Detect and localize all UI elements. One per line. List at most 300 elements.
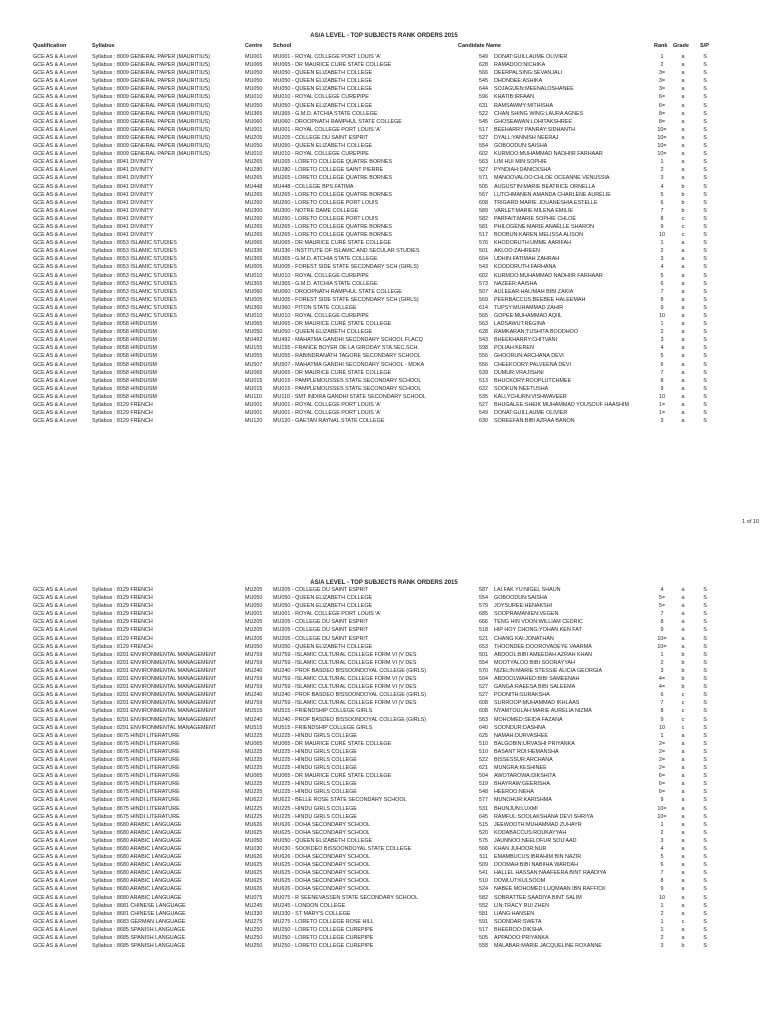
- table-row: [0, 902, 768, 910]
- table-row: [0, 724, 768, 732]
- grade-cell: a: [681, 418, 685, 425]
- name-cell: NAZEER:AAISHA: [494, 280, 538, 287]
- name-cell: GHOORUN:ARCHANA DEVI: [494, 353, 564, 360]
- name-cell: BOOBUN:KAREN MELISSA ALISON: [494, 232, 583, 239]
- rank-cell: 1=: [658, 402, 666, 409]
- school-cell: MU050 - QUEEN ELIZABETH COLLEGE: [273, 595, 373, 602]
- syllabus-cell: Syllabus : 8675 HINDI LITERATURE: [92, 781, 180, 788]
- school-cell: MU365 - G.M.D. ATCHIA STATE COLLEGE: [273, 110, 378, 117]
- qualification-cell: GCE AS & A Level: [33, 167, 78, 174]
- candidate-cell: 621: [479, 765, 488, 772]
- qualification-cell: GCE AS & A Level: [33, 110, 78, 117]
- table-row: [0, 885, 768, 893]
- grade-cell: a: [681, 248, 685, 255]
- table-row: [0, 158, 768, 166]
- syllabus-cell: Syllabus : 8041 DIVINITY: [92, 223, 154, 230]
- qualification-cell: GCE AS & A Level: [33, 288, 78, 295]
- table-row: [0, 393, 768, 401]
- qualification-cell: GCE AS & A Level: [33, 886, 78, 893]
- syllabus-cell: Syllabus : 8675 HINDI LITERATURE: [92, 813, 180, 820]
- table-row: [0, 675, 768, 683]
- table-row: [0, 829, 768, 837]
- rank-cell: 10=: [657, 126, 667, 133]
- name-cell: MANOOVALOO:CHLOÉ OCEANNE VENUSSIA: [494, 175, 610, 182]
- centre-cell: MU225: [245, 756, 263, 763]
- syllabus-cell: Syllabus : 8041 DIVINITY: [92, 215, 154, 222]
- sp-cell: S: [703, 748, 707, 755]
- sp-cell: S: [703, 667, 707, 674]
- sp-cell: S: [703, 643, 707, 650]
- rank-cell: 4: [660, 183, 664, 190]
- name-cell: MUNOHUR:KARISHMA: [494, 797, 552, 804]
- table-header: [0, 42, 768, 51]
- rank-cell: 8=: [658, 118, 666, 125]
- school-cell: MU265 - LORETO COLLEGE QUATRE BORNES: [273, 191, 393, 198]
- syllabus-cell: Syllabus : 8041 DIVINITY: [92, 199, 154, 206]
- qualification-cell: GCE AS & A Level: [33, 595, 78, 602]
- rank-cell: 1: [660, 651, 664, 658]
- school-cell: MU240 - PROF BASDEO BISSOONDOYAL COLLEGE (GIRLS): [273, 716, 427, 723]
- sp-cell: S: [703, 207, 707, 214]
- rank-cell: 2: [660, 659, 664, 666]
- syllabus-cell: Syllabus : 8009 GENERAL PAPER (MAURITIUS): [92, 86, 211, 93]
- candidate-cell: 644: [479, 86, 488, 93]
- grade-cell: a: [681, 280, 685, 287]
- candidate-cell: 579: [479, 603, 488, 610]
- grade-cell: c: [681, 223, 685, 230]
- centre-cell: MU225: [245, 789, 263, 796]
- grade-cell: a: [681, 110, 685, 117]
- syllabus-cell: Syllabus : 8129 FRENCH: [92, 587, 153, 593]
- table-row: [0, 845, 768, 853]
- school-cell: MU010 - ROYAL COLLEGE CUREPIPE: [273, 94, 369, 101]
- rank-cell: 9: [660, 716, 664, 723]
- grade-cell: a: [681, 393, 685, 400]
- grade-cell: a: [681, 62, 685, 69]
- table-row: [0, 280, 768, 288]
- grade-cell: a: [681, 385, 685, 392]
- syllabus-cell: Syllabus : 8675 HINDI LITERATURE: [92, 740, 180, 747]
- centre-cell: MU759: [245, 684, 263, 691]
- syllabus-cell: Syllabus : 8053 ISLAMIC STUDIES: [92, 264, 177, 271]
- sp-cell: S: [703, 248, 707, 255]
- grade-cell: a: [681, 756, 685, 763]
- grade-cell: a: [681, 377, 685, 384]
- qualification-cell: GCE AS & A Level: [33, 902, 78, 909]
- candidate-cell: 581: [479, 223, 488, 230]
- header-centre: Centre: [245, 43, 263, 49]
- school-cell: MU265 - LORETO COLLEGE QUATRE BORNES: [273, 223, 393, 230]
- rank-cell: 5=: [658, 595, 666, 602]
- candidate-cell: 614: [479, 304, 488, 311]
- name-cell: TUPSY:MUHAMMAD ZAHIR: [494, 304, 564, 311]
- grade-cell: a: [681, 272, 685, 279]
- name-cell: ABDOOLWAHED:BIBI SAMEENAH: [494, 676, 580, 683]
- rank-cell: 10=: [657, 643, 667, 650]
- qualification-cell: GCE AS & A Level: [33, 369, 78, 376]
- rank-cell: 2: [660, 248, 664, 255]
- name-cell: DUMUR:VRAJISHNI: [494, 369, 544, 376]
- qualification-cell: GCE AS & A Level: [33, 361, 78, 368]
- rank-cell: 2: [660, 829, 664, 836]
- grade-cell: a: [681, 910, 685, 917]
- candidate-cell: 602: [479, 272, 488, 279]
- rank-cell: 6=: [658, 102, 666, 109]
- syllabus-cell: Syllabus : 8680 ARABIC LANGUAGE: [92, 837, 182, 844]
- candidate-cell: 563: [479, 716, 488, 723]
- qualification-cell: GCE AS & A Level: [33, 619, 78, 626]
- centre-cell: MU240: [245, 692, 263, 699]
- name-cell: BHUNJUN:LUXMI: [494, 805, 538, 812]
- centre-cell: MU065: [245, 321, 263, 328]
- name-cell: BHUGALEE:SHEIK MUHAMMAD YOUSOUF HAASHIM: [494, 402, 629, 409]
- sp-cell: S: [703, 402, 707, 409]
- centre-cell: MU626: [245, 821, 263, 828]
- header-syllabus: Syllabus: [92, 43, 115, 49]
- centre-cell: MU625: [245, 862, 263, 869]
- candidate-cell: 608: [479, 708, 488, 715]
- rank-cell: 2: [660, 329, 664, 336]
- grade-cell: a: [681, 635, 685, 642]
- grade-cell: a: [681, 167, 685, 174]
- qualification-cell: GCE AS & A Level: [33, 821, 78, 828]
- rank-cell: 3: [660, 175, 664, 182]
- rank-cell: 1: [660, 732, 664, 739]
- name-cell: RAMADOO:NICHIKA: [494, 62, 546, 69]
- candidate-cell: 543: [479, 337, 488, 344]
- centre-cell: MU001: [245, 611, 263, 618]
- sp-cell: S: [703, 191, 707, 198]
- school-cell: MU225 - HINDU GIRLS COLLEGE: [273, 805, 357, 812]
- school-cell: MU001 - ROYAL COLLEGE PORT LOUIS 'A': [273, 126, 381, 133]
- sp-cell: S: [703, 684, 707, 691]
- name-cell: ABDOOL:BIBI AMEEDAH AZRAH KHAN: [494, 651, 592, 658]
- qualification-cell: GCE AS & A Level: [33, 78, 78, 85]
- school-cell: MU225 - HINDU GIRLS COLLEGE: [273, 756, 357, 763]
- grade-cell: a: [681, 159, 685, 166]
- centre-cell: MU250: [245, 926, 263, 933]
- school-cell: MU065 - DR MAURICE CURÉ STATE COLLEGE: [273, 740, 392, 747]
- rank-cell: 2=: [658, 756, 666, 763]
- centre-cell: MU205: [245, 134, 263, 141]
- name-cell: HALLEL HASSAN:NAAFEERA BINT RAADIYA: [494, 870, 607, 877]
- centre-cell: MU265: [245, 223, 263, 230]
- centre-cell: MU265: [245, 232, 263, 239]
- candidate-cell: 505: [479, 935, 488, 942]
- candidate-cell: 596: [479, 94, 488, 101]
- candidate-cell: 521: [479, 635, 488, 642]
- sp-cell: S: [703, 313, 707, 319]
- qualification-cell: GCE AS & A Level: [33, 846, 78, 852]
- rank-table: [0, 53, 768, 425]
- school-cell: MU260 - LORETO COLLEGE PORT LOUIS: [273, 215, 379, 222]
- school-cell: MU065 - DR MAURICE CURÉ STATE COLLEGE: [273, 240, 392, 247]
- syllabus-cell: Syllabus : 8129 FRENCH: [92, 635, 153, 642]
- name-cell: HIP HOY CHONG:YOHAN KEN FAT: [494, 627, 582, 634]
- name-cell: RAMKARAN:TUSHITA BOODHOO: [494, 329, 579, 336]
- sp-cell: S: [703, 110, 707, 117]
- syllabus-cell: Syllabus : 8009 GENERAL PAPER (MAURITIUS): [92, 118, 211, 125]
- table-row: [0, 788, 768, 796]
- header-rank: Rank: [654, 43, 668, 49]
- school-cell: MU240 - PROF BASDEO BISSOONDOYAL COLLEGE (GIRLS): [273, 667, 427, 674]
- candidate-cell: 519: [479, 781, 488, 788]
- grade-cell: a: [681, 118, 685, 125]
- grade-cell: a: [681, 369, 685, 376]
- candidate-cell: 517: [479, 232, 488, 239]
- qualification-cell: GCE AS & A Level: [33, 651, 78, 658]
- syllabus-cell: Syllabus : 8058 HINDUISM: [92, 361, 158, 368]
- syllabus-cell: Syllabus : 8053 ISLAMIC STUDIES: [92, 296, 177, 303]
- centre-cell: MU001: [245, 54, 263, 60]
- syllabus-cell: Syllabus : 8009 GENERAL PAPER (MAURITIUS): [92, 143, 211, 150]
- name-cell: LAI FAK YU:NIGEL SHAUN: [494, 587, 561, 593]
- school-cell: MU065 - DR MAURICE CURÉ STATE COLLEGE: [273, 321, 392, 328]
- centre-cell: MU625: [245, 870, 263, 877]
- table-row: [0, 255, 768, 263]
- rank-cell: 1: [660, 54, 664, 60]
- table-row: [0, 102, 768, 110]
- centre-cell: MU759: [245, 659, 263, 666]
- school-cell: MU225 - HINDU GIRLS COLLEGE: [273, 813, 357, 820]
- candidate-cell: 570: [479, 667, 488, 674]
- centre-cell: MU065: [245, 773, 263, 780]
- qualification-cell: GCE AS & A Level: [33, 402, 78, 409]
- rank-cell: 6=: [658, 94, 666, 101]
- candidate-cell: 504: [479, 773, 488, 780]
- school-cell: MU250 - LORETO COLLEGE CUREPIPE: [273, 926, 374, 933]
- centre-cell: MU492: [245, 337, 263, 344]
- name-cell: SOJAGUEN:MEENALOSHANEE: [494, 86, 574, 93]
- table-row: [0, 877, 768, 885]
- syllabus-cell: Syllabus : 8291 ENVIRONMENTAL MANAGEMENT: [92, 700, 217, 707]
- sp-cell: S: [703, 183, 707, 190]
- name-cell: LIN:TRACY RUI ZHEN: [494, 902, 550, 909]
- school-cell: MU265 - LORETO COLLEGE QUATRE BORNES: [273, 175, 393, 182]
- grade-cell: a: [681, 410, 685, 417]
- table-row: [0, 215, 768, 223]
- name-cell: DOOMAH:BIBI NABIIHA WARDAH: [494, 862, 578, 869]
- rank-cell: 10=: [657, 635, 667, 642]
- name-cell: JOYSUREE:HENAKSHI: [494, 603, 553, 610]
- qualification-cell: GCE AS & A Level: [33, 910, 78, 917]
- table-row: [0, 934, 768, 942]
- syllabus-cell: Syllabus : 8675 HINDI LITERATURE: [92, 773, 180, 780]
- centre-cell: MU005: [245, 296, 263, 303]
- candidate-cell: 598: [479, 345, 488, 352]
- syllabus-cell: Syllabus : 8058 HINDUISM: [92, 321, 158, 328]
- name-cell: SOBRATTEE:SAADIYA BINT SALIM: [494, 894, 582, 901]
- syllabus-cell: Syllabus : 8129 FRENCH: [92, 627, 153, 634]
- centre-cell: MU265: [245, 159, 263, 166]
- centre-cell: MU050: [245, 603, 263, 610]
- centre-cell: MU065: [245, 240, 263, 247]
- qualification-cell: GCE AS & A Level: [33, 878, 78, 885]
- table-row: [0, 918, 768, 926]
- centre-cell: MU625: [245, 878, 263, 885]
- school-cell: MU622 - BELLE ROSE STATE SECONDARY SCHOOL: [273, 797, 407, 804]
- grade-cell: c: [681, 708, 685, 715]
- name-cell: POONITH:SURAKSHA: [494, 692, 550, 699]
- name-cell: BHAYRAW:GEERISHA: [494, 781, 550, 788]
- candidate-cell: 548: [479, 789, 488, 796]
- centre-cell: MU275: [245, 918, 263, 925]
- syllabus-cell: Syllabus : 8058 HINDUISM: [92, 385, 158, 392]
- qualification-cell: GCE AS & A Level: [33, 296, 78, 303]
- school-cell: MU225 - HINDU GIRLS COLLEGE: [273, 781, 357, 788]
- sp-cell: S: [703, 199, 707, 206]
- syllabus-cell: Syllabus : 8129 FRENCH: [92, 611, 153, 618]
- name-cell: LUTCHMANEN:AMANDA CHARLÈNE AURÉLIE: [494, 191, 611, 198]
- school-cell: MU205 - COLLEGE DU SAINT ESPRIT: [273, 635, 369, 642]
- name-cell: PHILOGÈNE:MARIE ANAËLLE SHARON: [494, 223, 595, 230]
- qualification-cell: GCE AS & A Level: [33, 62, 78, 69]
- syllabus-cell: Syllabus : 8041 DIVINITY: [92, 207, 154, 214]
- name-cell: BISSESSUR:ARCHANA: [494, 756, 553, 763]
- document-page-2: [0, 548, 768, 1024]
- centre-cell: MU015: [245, 385, 263, 392]
- school-cell: MU626 - DOHA SECONDARY SCHOOL: [273, 854, 371, 861]
- table-row: [0, 199, 768, 207]
- candidate-cell: 576: [479, 240, 488, 247]
- sp-cell: S: [703, 918, 707, 925]
- rank-cell: 3=: [658, 78, 666, 85]
- rank-cell: 7: [660, 700, 664, 707]
- sp-cell: S: [703, 272, 707, 279]
- centre-cell: MU448: [245, 183, 263, 190]
- header-qualification: Qualification: [33, 43, 67, 49]
- table-row: [0, 813, 768, 821]
- candidate-cell: 501: [479, 651, 488, 658]
- rank-cell: 10: [659, 313, 665, 319]
- syllabus-cell: Syllabus : 8291 ENVIRONMENTAL MANAGEMENT: [92, 692, 217, 699]
- name-cell: GOPEE:MUHAMMAD AQIIL: [494, 313, 562, 319]
- table-row: [0, 239, 768, 247]
- rank-cell: 1=: [658, 410, 666, 417]
- grade-cell: b: [681, 651, 685, 658]
- name-cell: PYNDIAH:DANICKSHA: [494, 167, 551, 174]
- table-row: [0, 377, 768, 385]
- header-grade: Grade: [673, 43, 689, 49]
- rank-cell: 8: [660, 215, 664, 222]
- syllabus-cell: Syllabus : 8058 HINDUISM: [92, 377, 158, 384]
- sp-cell: S: [703, 264, 707, 271]
- rank-cell: 4=: [658, 684, 666, 691]
- rank-cell: 7: [660, 207, 664, 214]
- table-row: [0, 707, 768, 715]
- grade-cell: a: [681, 304, 685, 311]
- name-cell: APPADOO:PRIYANKA: [494, 935, 549, 942]
- name-cell: SURROOP:MUHAMMAD IKHLAAS: [494, 700, 580, 707]
- grade-cell: a: [681, 829, 685, 836]
- table-row: [0, 699, 768, 707]
- rank-cell: 7: [660, 288, 664, 295]
- sp-cell: S: [703, 789, 707, 796]
- header-sp: S/P: [700, 43, 709, 49]
- qualification-cell: GCE AS & A Level: [33, 321, 78, 328]
- school-cell: MU625 - DOHA SECONDARY SCHOOL: [273, 829, 371, 836]
- syllabus-cell: Syllabus : 8291 ENVIRONMENTAL MANAGEMENT: [92, 667, 217, 674]
- sp-cell: S: [703, 619, 707, 626]
- qualification-cell: GCE AS & A Level: [33, 329, 78, 336]
- table-row: [0, 183, 768, 191]
- header-candidate: Candidate: [458, 43, 485, 49]
- table-row: [0, 409, 768, 417]
- qualification-cell: GCE AS & A Level: [33, 611, 78, 618]
- syllabus-cell: Syllabus : 8053 ISLAMIC STUDIES: [92, 304, 177, 311]
- sp-cell: S: [703, 821, 707, 828]
- centre-cell: MU075: [245, 894, 263, 901]
- qualification-cell: GCE AS & A Level: [33, 183, 78, 190]
- qualification-cell: GCE AS & A Level: [33, 151, 78, 158]
- grade-cell: a: [681, 773, 685, 780]
- qualification-cell: GCE AS & A Level: [33, 667, 78, 674]
- rank-cell: 10=: [657, 813, 667, 820]
- centre-cell: MU010: [245, 272, 263, 279]
- table-row: [0, 328, 768, 336]
- qualification-cell: GCE AS & A Level: [33, 353, 78, 360]
- table-row: [0, 772, 768, 780]
- rank-cell: 5: [660, 353, 664, 360]
- qualification-cell: GCE AS & A Level: [33, 70, 78, 77]
- sp-cell: S: [703, 232, 707, 239]
- name-cell: KURMOO:MUHAMMAD NADHIIR FARHAAR: [494, 151, 603, 158]
- sp-cell: S: [703, 410, 707, 417]
- centre-cell: MU336: [245, 248, 263, 255]
- qualification-cell: GCE AS & A Level: [33, 870, 78, 877]
- qualification-cell: GCE AS & A Level: [33, 191, 78, 198]
- centre-cell: MU515: [245, 724, 263, 731]
- sp-cell: S: [703, 369, 707, 376]
- name-cell: SOONDUR:DASHNA: [494, 724, 546, 731]
- centre-cell: MU050: [245, 70, 263, 77]
- rank-cell: 9: [660, 797, 664, 804]
- grade-cell: a: [681, 402, 685, 409]
- sp-cell: S: [703, 692, 707, 699]
- qualification-cell: GCE AS & A Level: [33, 418, 78, 425]
- candidate-cell: 552: [479, 902, 488, 909]
- name-cell: NIZELIN:MARIE STESSIE ALICIA GEORGIA: [494, 667, 603, 674]
- name-cell: UDHIN:FATIMAH ZAHRAH: [494, 256, 560, 263]
- school-cell: MU260 - LORETO COLLEGE PORT LOUIS: [273, 199, 379, 206]
- rank-cell: 1: [660, 240, 664, 247]
- name-cell: SOOKUN:NEETUSHA: [494, 385, 549, 392]
- centre-cell: MU055: [245, 353, 263, 360]
- syllabus-cell: Syllabus : 8053 ISLAMIC STUDIES: [92, 313, 177, 319]
- table-row: [0, 272, 768, 280]
- rank-cell: 3: [660, 337, 664, 344]
- name-cell: CHEEKOORY:PALVEENA DEVI: [494, 361, 571, 368]
- syllabus-cell: Syllabus : 8291 ENVIRONMENTAL MANAGEMENT: [92, 708, 217, 715]
- centre-cell: MU225: [245, 748, 263, 755]
- sp-cell: S: [703, 321, 707, 328]
- rank-cell: 3: [660, 256, 664, 263]
- sp-cell: S: [703, 304, 707, 311]
- name-cell: AUGUSTIN:MARIE BEATRICE ORNELLA: [494, 183, 596, 190]
- rank-cell: 4: [660, 587, 664, 593]
- name-cell: JAUNNOO:NEELOFUR SOU'AAD: [494, 837, 577, 844]
- qualification-cell: GCE AS & A Level: [33, 126, 78, 133]
- sp-cell: S: [703, 813, 707, 820]
- qualification-cell: GCE AS & A Level: [33, 773, 78, 780]
- rank-cell: 4: [660, 846, 664, 852]
- school-cell: MU280 - LORETO COLLEGE SAINT PIERRE: [273, 167, 384, 174]
- syllabus-cell: Syllabus : 8041 DIVINITY: [92, 159, 154, 166]
- centre-cell: MU260: [245, 199, 263, 206]
- rank-cell: 1: [660, 159, 664, 166]
- grade-cell: a: [681, 313, 685, 319]
- sp-cell: S: [703, 175, 707, 182]
